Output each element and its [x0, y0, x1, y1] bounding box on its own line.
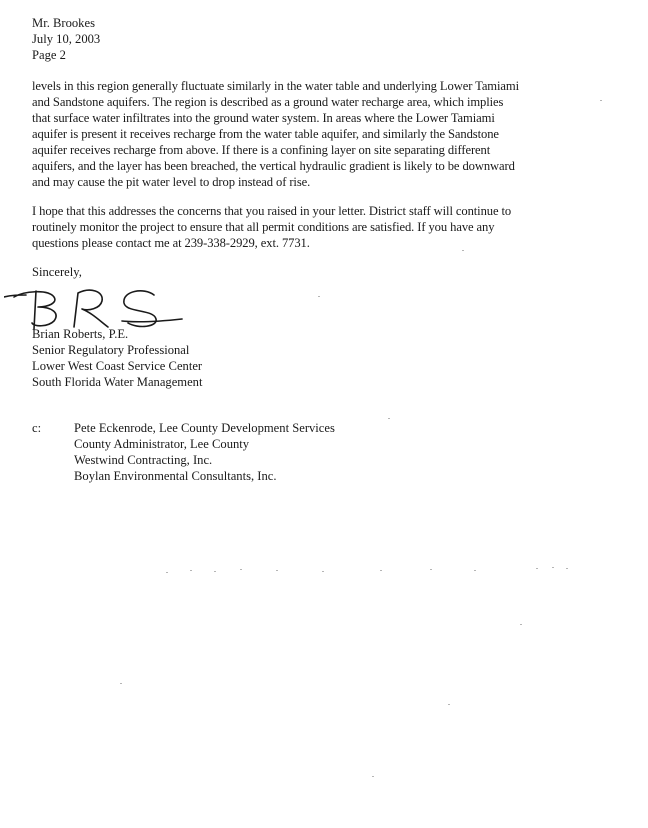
- scan-speck: [240, 569, 242, 570]
- scan-speck: [322, 571, 324, 572]
- scan-speck: [166, 572, 168, 573]
- scan-speck: [120, 683, 122, 684]
- letter-date: July 10, 2003: [32, 32, 101, 46]
- signer-office: Lower West Coast Service Center: [32, 359, 203, 373]
- scan-speck: [190, 570, 192, 571]
- cc-label: c:: [32, 421, 42, 435]
- paragraph-line: I hope that this addresses the concerns that you raised in your letter. District staff will continue to: [32, 204, 512, 218]
- scan-speck: [600, 100, 602, 101]
- signer-organization: South Florida Water Management: [32, 375, 203, 389]
- scan-speck: [536, 568, 538, 569]
- scan-speck: [474, 570, 476, 571]
- cc-recipient: County Administrator, Lee County: [74, 437, 250, 451]
- scan-speck: [520, 624, 522, 625]
- cc-recipient: Boylan Environmental Consultants, Inc.: [74, 469, 277, 483]
- paragraph-line: and Sandstone aquifers. The region is described as a ground water recharge area, which implies: [32, 95, 504, 109]
- page-number: Page 2: [32, 48, 66, 62]
- body-paragraph-2: [32, 203, 511, 251]
- signer-name: Brian Roberts, P.E.: [32, 327, 129, 341]
- scan-speck: [566, 568, 568, 569]
- paragraph-line: aquifer is present it receives recharge from the water table aquifer, and similarly the Sandstone: [32, 127, 499, 141]
- signer-block: [32, 326, 202, 390]
- paragraph-line: and may cause the pit water level to drop instead of rise.: [32, 175, 311, 189]
- scan-speck: [318, 296, 320, 297]
- paragraph-line: levels in this region generally fluctuate similarly in the water table and underlying Lower Tamiami: [32, 79, 519, 93]
- scan-speck: [448, 704, 450, 705]
- scan-speck: [388, 418, 390, 419]
- signer-title: Senior Regulatory Professional: [32, 343, 190, 357]
- closing-salutation: Sincerely,: [32, 265, 82, 279]
- scan-speck: [214, 571, 216, 572]
- cc-recipient: Pete Eckenrode, Lee County Development Services: [74, 421, 335, 435]
- scan-speck: [430, 569, 432, 570]
- scan-speck: [372, 776, 374, 777]
- cc-list: [74, 420, 335, 484]
- paragraph-line: aquifer receives recharge from above. If there is a confining layer on site separating different: [32, 143, 491, 157]
- body-paragraph-1: [32, 78, 519, 190]
- scan-speck: [380, 570, 382, 571]
- cc-recipient: Westwind Contracting, Inc.: [74, 453, 213, 467]
- paragraph-line: that surface water infiltrates into the ground water system. In areas where the Lower Tamiami: [32, 111, 495, 125]
- scan-speck: [462, 250, 464, 251]
- paragraph-line: aquifers, and the layer has been breached, the vertical hydraulic gradient is likely to be downward: [32, 159, 515, 173]
- scan-speck: [276, 570, 278, 571]
- recipient-name: Mr. Brookes: [32, 16, 95, 30]
- scan-speck: [552, 567, 554, 568]
- paragraph-line: routinely monitor the project to ensure that all permit conditions are satisfied. If you have any: [32, 220, 495, 234]
- paragraph-line: questions please contact me at 239-338-2929, ext. 7731.: [32, 236, 310, 250]
